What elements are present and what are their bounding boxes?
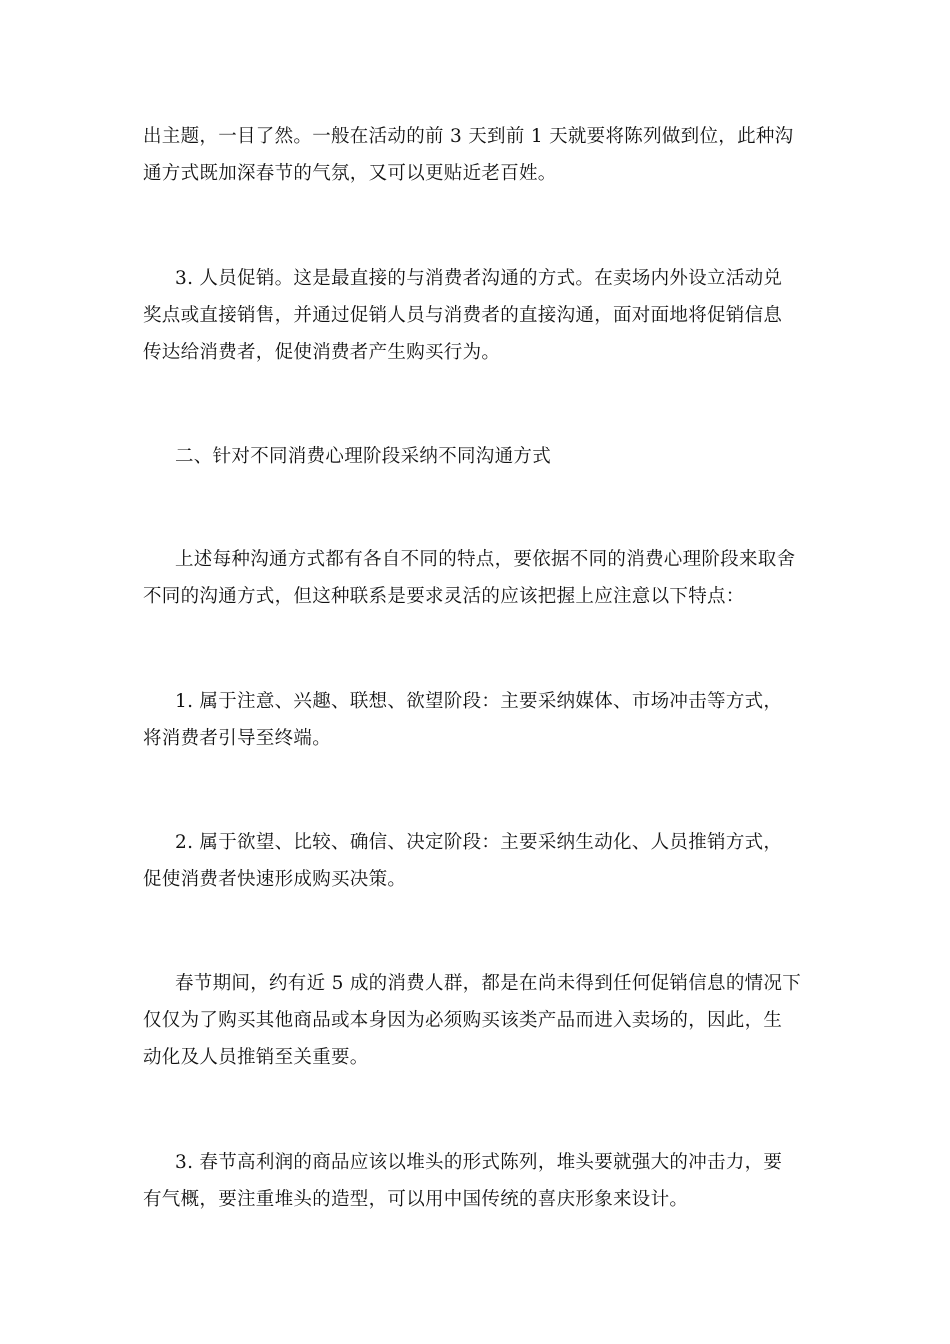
text-line: 上述每种沟通方式都有各自不同的特点，要依据不同的消费心理阶段来取舍: [175, 549, 796, 570]
text-line: 传达给消费者，促使消费者产生购买行为。: [143, 342, 501, 363]
text-line: 奖点或直接销售，并通过促销人员与消费者的直接沟通，面对面地将促销信息: [143, 305, 783, 326]
paragraph-display-communication: [143, 118, 808, 192]
text-line: 1. 属于注意、兴趣、联想、欲望阶段：主要采纳媒体、市场冲击等方式，: [175, 691, 783, 712]
text-line: 将消费者引导至终端。: [143, 728, 332, 749]
text-line: 有气概，要注重堆头的造型，可以用中国传统的喜庆形象来设计。: [143, 1189, 689, 1210]
heading-text: 二、针对不同消费心理阶段采纳不同沟通方式: [175, 446, 552, 467]
paragraph-point-2: [143, 824, 808, 898]
text-line: 不同的沟通方式，但这种联系是要求灵活的应该把握上应注意以下特点：: [143, 586, 745, 607]
text-line: 3. 春节高利润的商品应该以堆头的形式陈列，堆头要就强大的冲击力，要: [175, 1152, 783, 1173]
text-line: 出主题，一目了然。一般在活动的前 3 天到前 1 天就要将陈列做到位，此种沟: [143, 126, 794, 147]
text-line: 动化及人员推销至关重要。: [143, 1047, 369, 1068]
paragraph-personnel-promotion: [143, 260, 808, 371]
text-line: 2. 属于欲望、比较、确信、决定阶段：主要采纳生动化、人员推销方式，: [175, 832, 783, 853]
section-heading: [143, 438, 808, 475]
text-line: 通方式既加深春节的气氛，又可以更贴近老百姓。: [143, 163, 557, 184]
paragraph-intro: [143, 541, 808, 615]
text-line: 促使消费者快速形成购买决策。: [143, 869, 407, 890]
paragraph-spring-festival: [143, 965, 808, 1076]
text-line: 3. 人员促销。这是最直接的与消费者沟通的方式。在卖场内外设立活动兑: [175, 268, 783, 289]
paragraph-point-1: [143, 683, 808, 757]
paragraph-point-3: [143, 1144, 808, 1218]
text-line: 春节期间，约有近 5 成的消费人群，都是在尚未得到任何促销信息的情况下: [175, 973, 802, 994]
text-line: 仅仅为了购买其他商品或本身因为必须购买该类产品而进入卖场的，因此，生: [143, 1010, 783, 1031]
